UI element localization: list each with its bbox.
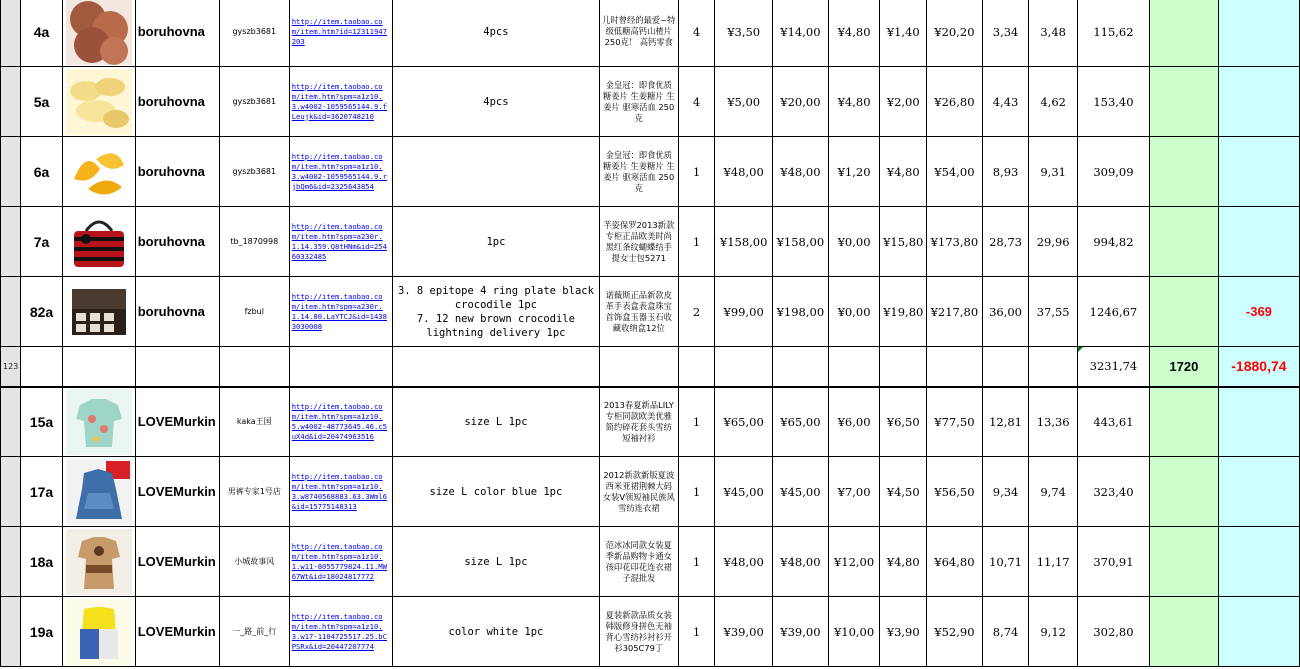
- subtotal: ¥48,00: [773, 137, 829, 207]
- shop-name: 一_路_前_行: [219, 597, 289, 667]
- balance-cell: [1218, 457, 1299, 527]
- row-number: [1, 67, 21, 137]
- row-number: [1, 527, 21, 597]
- subtotal: ¥45,00: [773, 457, 829, 527]
- shop-name: 男裤专家1号店: [219, 457, 289, 527]
- subtotal: ¥20,00: [773, 67, 829, 137]
- ginger-slices-photo: [66, 69, 132, 135]
- shipping-cost: ¥4,80: [828, 0, 880, 67]
- paid-cell: [1149, 137, 1218, 207]
- order-description: [393, 137, 600, 207]
- cost-usd-adjusted: 9,12: [1029, 597, 1078, 667]
- subtotal: ¥65,00: [773, 387, 829, 457]
- product-photo-cell: [62, 527, 135, 597]
- unit-price: ¥39,00: [715, 597, 773, 667]
- row-number: 123: [1, 347, 21, 387]
- quantity: 4: [678, 67, 714, 137]
- subtotal: ¥14,00: [773, 0, 829, 67]
- empty-cell: [773, 347, 829, 387]
- total-rub: 153,40: [1077, 67, 1149, 137]
- unit-price: ¥45,00: [715, 457, 773, 527]
- table-row: [1, 527, 1300, 597]
- product-photo-cell: [62, 597, 135, 667]
- product-photo-cell: [62, 457, 135, 527]
- quantity: 4: [678, 0, 714, 67]
- empty-cell: [135, 347, 219, 387]
- balance-cell: -369: [1218, 277, 1299, 347]
- table-row: [1, 137, 1300, 207]
- service-fee: ¥2,00: [880, 67, 927, 137]
- product-link[interactable]: http://item.taobao.com/item.htm?spm=a1z10.3.w8740568883.63.3Wml6&id=15775148313: [289, 457, 392, 527]
- product-link[interactable]: http://item.taobao.com/item.htm?spm=a230r.1.14.80.LaYTCJ&id=14383030008: [289, 277, 392, 347]
- seller-name: boruhovna: [135, 137, 219, 207]
- grand-total-rub: 3231,74: [1077, 347, 1149, 387]
- total-cny: ¥56,50: [927, 457, 983, 527]
- cost-usd: 36,00: [982, 277, 1029, 347]
- paid-cell: [1149, 67, 1218, 137]
- balance-cell: [1218, 527, 1299, 597]
- shipping-cost: ¥0,00: [828, 207, 880, 277]
- seller-name: LOVEMurkin: [135, 527, 219, 597]
- table-row: [1, 387, 1300, 457]
- empty-cell: [1029, 347, 1078, 387]
- hawthorn-slices-photo: [66, 0, 132, 65]
- row-number: [1, 597, 21, 667]
- paid-cell: [1149, 0, 1218, 67]
- quantity: 1: [678, 207, 714, 277]
- cost-usd-adjusted: 9,74: [1029, 457, 1078, 527]
- service-fee: ¥6,50: [880, 387, 927, 457]
- item-id: 19a: [21, 597, 63, 667]
- product-link[interactable]: http://item.taobao.com/item.htm?spm=a1z10.3.w4002-1059565144.9.fLeujk&id=3620748210: [289, 67, 392, 137]
- paid-cell: [1149, 387, 1218, 457]
- product-link[interactable]: http://item.taobao.com/item.htm?spm=a1z10.3.w4002-1059565144.9.rjbQm6&id=2325643854: [289, 137, 392, 207]
- service-fee: ¥3,90: [880, 597, 927, 667]
- order-description: size L 1pc: [393, 387, 600, 457]
- product-link[interactable]: http://item.taobao.com/item.htm?spm=a230r.1.14.359.Q8tHNm&id=25460332485: [289, 207, 392, 277]
- total-rub: 1246,67: [1077, 277, 1149, 347]
- empty-cell: [393, 347, 600, 387]
- cost-usd-adjusted: 4,62: [1029, 67, 1078, 137]
- dried-mango-photo: [66, 139, 132, 205]
- table-row: [1, 457, 1300, 527]
- order-description: 4pcs: [393, 67, 600, 137]
- empty-cell: [219, 347, 289, 387]
- product-photo-cell: [62, 207, 135, 277]
- cost-usd-adjusted: 9,31: [1029, 137, 1078, 207]
- total-rub: 309,09: [1077, 137, 1149, 207]
- product-photo-cell: [62, 137, 135, 207]
- balance-cell: [1218, 597, 1299, 667]
- empty-cell: [927, 347, 983, 387]
- item-id: 7a: [21, 207, 63, 277]
- total-rub: 323,40: [1077, 457, 1149, 527]
- quantity: 1: [678, 137, 714, 207]
- cost-usd: 10,71: [982, 527, 1029, 597]
- cost-usd: 8,74: [982, 597, 1029, 667]
- paid-cell: [1149, 457, 1218, 527]
- shop-name: kaka王国: [219, 387, 289, 457]
- order-description: 3. 8 epitope 4 ring plate black crocodile 1pc 7. 12 new brown crocodile lightning delivery 1pc: [393, 277, 600, 347]
- item-id: 82a: [21, 277, 63, 347]
- service-fee: ¥4,80: [880, 137, 927, 207]
- empty-cell: [289, 347, 392, 387]
- row-number: [1, 457, 21, 527]
- shipping-cost: ¥10,00: [828, 597, 880, 667]
- item-id: 18a: [21, 527, 63, 597]
- total-rub: 443,61: [1077, 387, 1149, 457]
- product-title-cn: 2013春夏新品LILY专柜同款欧美优雅简约碎花套头雪纺短袖衬衫: [599, 387, 678, 457]
- balance-cell: [1218, 137, 1299, 207]
- empty-cell: [678, 347, 714, 387]
- cost-usd: 9,34: [982, 457, 1029, 527]
- unit-price: ¥158,00: [715, 207, 773, 277]
- subtotal: ¥158,00: [773, 207, 829, 277]
- cost-usd-adjusted: 3,48: [1029, 0, 1078, 67]
- empty-cell: [21, 347, 63, 387]
- order-description: size L color blue 1pc: [393, 457, 600, 527]
- unit-price: ¥48,00: [715, 137, 773, 207]
- balance-cell: [1218, 387, 1299, 457]
- quantity: 1: [678, 527, 714, 597]
- row-number: [1, 137, 21, 207]
- product-photo-cell: [62, 387, 135, 457]
- shop-name: gyszb3681: [219, 67, 289, 137]
- unit-price: ¥5,00: [715, 67, 773, 137]
- paid-cell: [1149, 277, 1218, 347]
- row-number: [1, 277, 21, 347]
- cost-usd: 8,93: [982, 137, 1029, 207]
- print-tunic-photo: [66, 529, 132, 595]
- paid-cell: [1149, 527, 1218, 597]
- paid-total: 1720: [1149, 347, 1218, 387]
- total-cny: ¥173,80: [927, 207, 983, 277]
- seller-name: boruhovna: [135, 207, 219, 277]
- product-link[interactable]: http://item.taobao.com/item.htm?spm=a1z10.3.w17-1104725517.25.bCPSRx&id=20447207774: [289, 597, 392, 667]
- balance-cell: [1218, 0, 1299, 67]
- empty-cell: [62, 347, 135, 387]
- cost-usd-adjusted: 29,96: [1029, 207, 1078, 277]
- total-cny: ¥77,50: [927, 387, 983, 457]
- item-id: 6a: [21, 137, 63, 207]
- order-description: 4pcs: [393, 0, 600, 67]
- service-fee: ¥1,40: [880, 0, 927, 67]
- shop-name: fzbul: [219, 277, 289, 347]
- product-title-cn: 芊姿保罗2013新款专柜正品欧美时尚黑红条纹蝴蝶结手提女士包5271: [599, 207, 678, 277]
- product-title-cn: 2012新款新版夏波西米亚裙荆棘大码女装V领短袖民族风雪纺连衣裙: [599, 457, 678, 527]
- seller-name: boruhovna: [135, 67, 219, 137]
- quantity: 1: [678, 387, 714, 457]
- quantity: 1: [678, 597, 714, 667]
- item-id: 17a: [21, 457, 63, 527]
- shipping-cost: ¥4,80: [828, 67, 880, 137]
- empty-cell: [982, 347, 1029, 387]
- total-rub: 370,91: [1077, 527, 1149, 597]
- table-row: [1, 207, 1300, 277]
- subtotal: ¥198,00: [773, 277, 829, 347]
- table-row: [1, 597, 1300, 667]
- row-number: [1, 0, 21, 67]
- service-fee: ¥4,50: [880, 457, 927, 527]
- watch-box-photo: [66, 279, 132, 345]
- table-row: [1, 0, 1300, 67]
- product-title-cn: 夏装新款品质女装韩版修身拼色无袖背心雪纺衫衬衫开衫305C79丁: [599, 597, 678, 667]
- order-description: 1pc: [393, 207, 600, 277]
- product-photo-cell: [62, 277, 135, 347]
- table-row: [1, 277, 1300, 347]
- item-id: 5a: [21, 67, 63, 137]
- quantity: 2: [678, 277, 714, 347]
- quantity: 1: [678, 457, 714, 527]
- service-fee: ¥4,80: [880, 527, 927, 597]
- paid-cell: [1149, 207, 1218, 277]
- shop-name: gyszb3681: [219, 0, 289, 67]
- shipping-cost: ¥6,00: [828, 387, 880, 457]
- balance-cell: [1218, 67, 1299, 137]
- cost-usd: 28,73: [982, 207, 1029, 277]
- balance-cell: [1218, 207, 1299, 277]
- empty-cell: [715, 347, 773, 387]
- product-title-cn: 诺薇斯正品新款皮革手表盒表盒珠宝首饰盒玉器玉石收藏收纳盒12位: [599, 277, 678, 347]
- shipping-cost: ¥12,00: [828, 527, 880, 597]
- seller-name: boruhovna: [135, 0, 219, 67]
- total-cny: ¥54,00: [927, 137, 983, 207]
- cost-usd-adjusted: 11,17: [1029, 527, 1078, 597]
- colorblock-top-photo: [66, 599, 132, 665]
- empty-cell: [880, 347, 927, 387]
- unit-price: ¥3,50: [715, 0, 773, 67]
- empty-cell: [599, 347, 678, 387]
- total-cny: ¥52,90: [927, 597, 983, 667]
- table-row: [1, 67, 1300, 137]
- comment-marker-icon: [1078, 347, 1083, 352]
- seller-name: LOVEMurkin: [135, 457, 219, 527]
- cost-usd: 12,81: [982, 387, 1029, 457]
- total-cny: ¥26,80: [927, 67, 983, 137]
- row-number: [1, 207, 21, 277]
- product-photo-cell: [62, 67, 135, 137]
- total-rub: 302,80: [1077, 597, 1149, 667]
- balance-total: -1880,74: [1218, 347, 1299, 387]
- seller-name: boruhovna: [135, 277, 219, 347]
- totals-row: [1, 347, 1300, 387]
- floral-blouse-photo: [66, 389, 132, 455]
- product-link[interactable]: http://item.taobao.com/item.htm?spm=a1z10.5.w4002-48773645.46.c5uX4d&id=20474963516: [289, 387, 392, 457]
- subtotal: ¥39,00: [773, 597, 829, 667]
- shipping-cost: ¥7,00: [828, 457, 880, 527]
- product-title-cn: 范冰冰同款女装夏季新品购物卡通女孩印花印花连衣裙子混批发: [599, 527, 678, 597]
- total-cny: ¥20,20: [927, 0, 983, 67]
- order-description: color white 1pc: [393, 597, 600, 667]
- order-description: size L 1pc: [393, 527, 600, 597]
- row-number: [1, 387, 21, 457]
- shop-name: tb_1870998: [219, 207, 289, 277]
- cost-usd-adjusted: 13,36: [1029, 387, 1078, 457]
- blue-dress-photo: [66, 459, 132, 525]
- total-rub: 115,62: [1077, 0, 1149, 67]
- service-fee: ¥19,80: [880, 277, 927, 347]
- product-link[interactable]: http://item.taobao.com/item.htm?id=12311947203: [289, 0, 392, 67]
- cost-usd-adjusted: 37,55: [1029, 277, 1078, 347]
- item-id: 15a: [21, 387, 63, 457]
- shop-name: 小城故事风: [219, 527, 289, 597]
- subtotal: ¥48,00: [773, 527, 829, 597]
- cost-usd: 4,43: [982, 67, 1029, 137]
- seller-name: LOVEMurkin: [135, 387, 219, 457]
- shipping-cost: ¥0,00: [828, 277, 880, 347]
- total-cny: ¥217,80: [927, 277, 983, 347]
- product-photo-cell: [62, 0, 135, 67]
- product-title-cn: 金皇冠：即食优质糖姜片 生姜糖片 生姜片 驱寒活血 250克: [599, 67, 678, 137]
- paid-cell: [1149, 597, 1218, 667]
- unit-price: ¥65,00: [715, 387, 773, 457]
- product-link[interactable]: http://item.taobao.com/item.htm?spm=a1z10.1.w11-8055779824.11.MW67Wt&id=18024817772: [289, 527, 392, 597]
- total-cny: ¥64,80: [927, 527, 983, 597]
- cost-usd: 3,34: [982, 0, 1029, 67]
- product-title-cn: 金皇冠：即食优质糖姜片 生姜糖片 生姜片 驱寒活血 250克: [599, 137, 678, 207]
- seller-name: LOVEMurkin: [135, 597, 219, 667]
- unit-price: ¥99,00: [715, 277, 773, 347]
- product-title-cn: 儿时曾经的最爱~特级低糖高钙山楂片250克！ 高钙零食: [599, 0, 678, 67]
- total-rub: 994,82: [1077, 207, 1149, 277]
- empty-cell: [828, 347, 880, 387]
- handbag-photo: [66, 209, 132, 275]
- unit-price: ¥48,00: [715, 527, 773, 597]
- shipping-cost: ¥1,20: [828, 137, 880, 207]
- shop-name: gyszb3681: [219, 137, 289, 207]
- item-id: 4a: [21, 0, 63, 67]
- service-fee: ¥15,80: [880, 207, 927, 277]
